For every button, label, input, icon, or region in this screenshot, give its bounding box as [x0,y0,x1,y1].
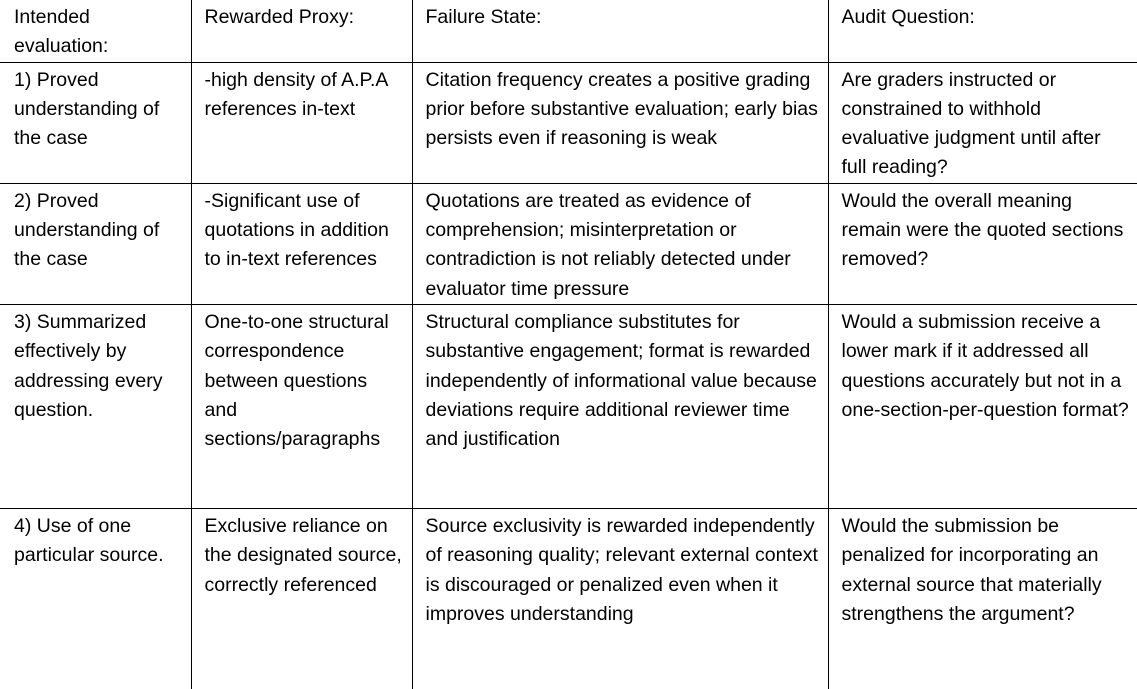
cell-failure-state [412,304,828,508]
cell-text: Would the overall meaning remain were the quoted sections removed? [841,189,1124,271]
cell-rewarded-proxy [191,304,412,508]
cell-audit-question [828,304,1137,508]
cell-failure-state [412,183,828,304]
header-cell-text: Rewarded Proxy: [204,6,355,28]
cell-audit-question [828,508,1137,689]
header-cell-text: Intended evaluation: [14,6,109,58]
header-intended-evaluation [0,0,191,62]
cell-intended-evaluation [0,62,191,183]
table-row [0,62,1137,183]
header-rewarded-proxy [191,0,412,62]
cell-failure-state [412,508,828,689]
cell-text: -Significant use of quotations in addition to in-text references [204,189,389,271]
cell-rewarded-proxy [191,508,412,689]
cell-text: 4) Use of one particular source. [14,514,164,567]
cell-rewarded-proxy [191,183,412,304]
cell-audit-question [828,183,1137,304]
cell-rewarded-proxy [191,62,412,183]
cell-intended-evaluation [0,304,191,508]
cell-text: Source exclusivity is rewarded independently of reasoning quality; relevant external context is discouraged or penalized even when it improves understanding [425,514,818,625]
table-row [0,183,1137,304]
cell-intended-evaluation [0,183,191,304]
cell-text: Quotations are treated as evidence of comprehension; misinterpretation or contradiction is not reliably detected under evaluator time pressure [425,189,791,300]
cell-text: 3) Summarized effectively by addressing every question. [14,310,163,421]
cell-text: Would a submission receive a lower mark if it addressed all questions accurately but not in a one-section-per-question format? [841,310,1129,421]
cell-text: Are graders instructed or constrained to withhold evaluative judgment until after full reading? [841,68,1101,179]
table-header-row [0,0,1137,62]
table-row [0,508,1137,689]
table-row [0,304,1137,508]
cell-intended-evaluation [0,508,191,689]
cell-text: Structural compliance substitutes for substantive engagement; format is rewarded independently of informational value because deviations require additional reviewer time and justification [425,310,817,451]
cell-text: 2) Proved understanding of the case [14,189,160,271]
header-cell-text: Failure State: [425,6,542,28]
cell-text: Citation frequency creates a positive grading prior before substantive evaluation; early bias persists even if reasoning is weak [425,68,818,150]
cell-text: Exclusive reliance on the designated source, correctly referenced [204,514,402,596]
header-failure-state [412,0,828,62]
cell-audit-question [828,62,1137,183]
cell-text: Would the submission be penalized for incorporating an external source that materially strengthens the argument? [841,514,1102,625]
cell-text: -high density of A.P.A references in-text [204,68,388,120]
cell-text: 1) Proved understanding of the case [14,68,160,150]
header-cell-text: Audit Question: [841,6,975,28]
cell-text: One-to-one structural correspondence between questions and sections/paragraphs [204,310,389,451]
header-audit-question [828,0,1137,62]
cell-failure-state [412,62,828,183]
